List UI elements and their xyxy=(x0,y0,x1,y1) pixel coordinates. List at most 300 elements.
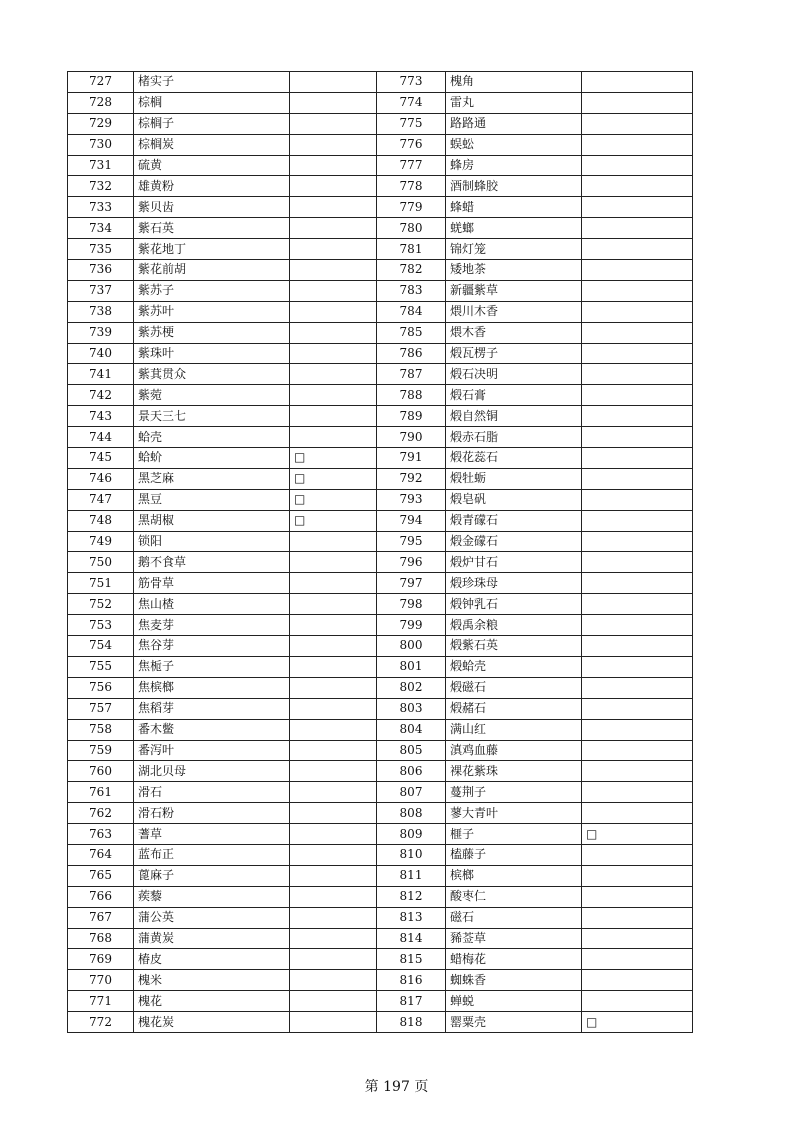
left-number-cell: 760 xyxy=(68,761,134,782)
right-mark-cell xyxy=(582,991,693,1012)
right-name-cell: 煅自然铜 xyxy=(446,406,582,427)
table-row xyxy=(68,615,693,636)
right-mark-cell xyxy=(582,698,693,719)
left-number-cell: 743 xyxy=(68,406,134,427)
left-name-cell: 槐花炭 xyxy=(134,1012,290,1033)
table-row xyxy=(68,719,693,740)
right-name-cell: 煅金礞石 xyxy=(446,531,582,552)
right-name-cell: 槐角 xyxy=(446,72,582,93)
right-mark-cell xyxy=(582,803,693,824)
right-mark-cell xyxy=(582,239,693,260)
left-number-cell: 748 xyxy=(68,510,134,531)
left-mark-cell xyxy=(290,573,377,594)
table-row xyxy=(68,991,693,1012)
right-name-cell: 酒制蜂胶 xyxy=(446,176,582,197)
table-row xyxy=(68,698,693,719)
left-number-cell: 762 xyxy=(68,803,134,824)
right-name-cell: 酸枣仁 xyxy=(446,886,582,907)
left-mark-cell xyxy=(290,636,377,657)
table-row xyxy=(68,448,693,469)
left-number-cell: 730 xyxy=(68,134,134,155)
left-number-cell: 759 xyxy=(68,740,134,761)
right-number-cell: 814 xyxy=(377,928,446,949)
left-number-cell: 741 xyxy=(68,364,134,385)
left-name-cell: 紫珠叶 xyxy=(134,343,290,364)
right-number-cell: 773 xyxy=(377,72,446,93)
left-mark-cell xyxy=(290,928,377,949)
left-name-cell: 紫石英 xyxy=(134,218,290,239)
table-row xyxy=(68,218,693,239)
left-name-cell: 蓖麻子 xyxy=(134,865,290,886)
right-mark-cell xyxy=(582,343,693,364)
left-mark-cell: □ xyxy=(290,448,377,469)
left-name-cell: 焦山楂 xyxy=(134,594,290,615)
left-name-cell: 紫花地丁 xyxy=(134,239,290,260)
right-name-cell: 煅紫石英 xyxy=(446,636,582,657)
left-name-cell: 棕榈子 xyxy=(134,113,290,134)
right-number-cell: 777 xyxy=(377,155,446,176)
table-row xyxy=(68,970,693,991)
left-mark-cell xyxy=(290,72,377,93)
left-name-cell: 硫黄 xyxy=(134,155,290,176)
left-mark-cell xyxy=(290,719,377,740)
left-name-cell: 滑石 xyxy=(134,782,290,803)
right-number-cell: 783 xyxy=(377,280,446,301)
right-name-cell: 路路通 xyxy=(446,113,582,134)
right-name-cell: 裸花紫珠 xyxy=(446,761,582,782)
left-mark-cell xyxy=(290,991,377,1012)
table-row xyxy=(68,72,693,93)
table-row xyxy=(68,364,693,385)
left-mark-cell xyxy=(290,406,377,427)
left-mark-cell xyxy=(290,803,377,824)
table-row xyxy=(68,280,693,301)
right-mark-cell xyxy=(582,260,693,281)
right-number-cell: 785 xyxy=(377,322,446,343)
left-name-cell: 黑豆 xyxy=(134,489,290,510)
left-name-cell: 棕榈炭 xyxy=(134,134,290,155)
right-number-cell: 792 xyxy=(377,468,446,489)
right-number-cell: 796 xyxy=(377,552,446,573)
right-name-cell: 矮地茶 xyxy=(446,260,582,281)
left-number-cell: 772 xyxy=(68,1012,134,1033)
right-number-cell: 793 xyxy=(377,489,446,510)
left-mark-cell xyxy=(290,949,377,970)
table-row xyxy=(68,197,693,218)
left-mark-cell xyxy=(290,677,377,698)
left-number-cell: 765 xyxy=(68,865,134,886)
left-name-cell: 焦麦芽 xyxy=(134,615,290,636)
right-number-cell: 804 xyxy=(377,719,446,740)
left-mark-cell xyxy=(290,301,377,322)
right-name-cell: 煅赭石 xyxy=(446,698,582,719)
left-number-cell: 769 xyxy=(68,949,134,970)
right-mark-cell xyxy=(582,865,693,886)
left-mark-cell xyxy=(290,155,377,176)
left-name-cell: 蒲黄炭 xyxy=(134,928,290,949)
left-number-cell: 766 xyxy=(68,886,134,907)
right-mark-cell xyxy=(582,280,693,301)
left-number-cell: 749 xyxy=(68,531,134,552)
right-mark-cell xyxy=(582,761,693,782)
left-number-cell: 747 xyxy=(68,489,134,510)
table-row xyxy=(68,782,693,803)
left-name-cell: 槐花 xyxy=(134,991,290,1012)
right-number-cell: 811 xyxy=(377,865,446,886)
left-mark-cell xyxy=(290,824,377,845)
left-number-cell: 756 xyxy=(68,677,134,698)
right-number-cell: 775 xyxy=(377,113,446,134)
left-mark-cell xyxy=(290,134,377,155)
right-mark-cell xyxy=(582,531,693,552)
table-row xyxy=(68,636,693,657)
right-number-cell: 797 xyxy=(377,573,446,594)
left-name-cell: 紫苏梗 xyxy=(134,322,290,343)
left-mark-cell xyxy=(290,782,377,803)
right-name-cell: 煅皂矾 xyxy=(446,489,582,510)
right-number-cell: 810 xyxy=(377,844,446,865)
right-name-cell: 煅蛤壳 xyxy=(446,656,582,677)
left-mark-cell xyxy=(290,615,377,636)
right-name-cell: 蜘蛛香 xyxy=(446,970,582,991)
left-mark-cell xyxy=(290,218,377,239)
right-number-cell: 784 xyxy=(377,301,446,322)
table-row xyxy=(68,677,693,698)
left-number-cell: 732 xyxy=(68,176,134,197)
left-name-cell: 蓝布正 xyxy=(134,844,290,865)
right-mark-cell xyxy=(582,427,693,448)
table-row xyxy=(68,886,693,907)
right-mark-cell: □ xyxy=(582,824,693,845)
left-name-cell: 焦栀子 xyxy=(134,656,290,677)
right-name-cell: 罂粟壳 xyxy=(446,1012,582,1033)
left-name-cell: 焦槟榔 xyxy=(134,677,290,698)
left-name-cell: 湖北贝母 xyxy=(134,761,290,782)
left-name-cell: 紫苏叶 xyxy=(134,301,290,322)
right-mark-cell xyxy=(582,907,693,928)
left-number-cell: 751 xyxy=(68,573,134,594)
left-number-cell: 764 xyxy=(68,844,134,865)
left-mark-cell xyxy=(290,260,377,281)
left-mark-cell xyxy=(290,531,377,552)
table-row xyxy=(68,260,693,281)
left-mark-cell xyxy=(290,740,377,761)
left-name-cell: 黑芝麻 xyxy=(134,468,290,489)
table-row xyxy=(68,406,693,427)
right-mark-cell xyxy=(582,677,693,698)
left-number-cell: 763 xyxy=(68,824,134,845)
left-name-cell: 鹅不食草 xyxy=(134,552,290,573)
left-name-cell: 紫贝齿 xyxy=(134,197,290,218)
right-number-cell: 780 xyxy=(377,218,446,239)
left-number-cell: 755 xyxy=(68,656,134,677)
right-number-cell: 815 xyxy=(377,949,446,970)
right-number-cell: 801 xyxy=(377,656,446,677)
left-mark-cell xyxy=(290,176,377,197)
left-name-cell: 焦谷芽 xyxy=(134,636,290,657)
table-row xyxy=(68,322,693,343)
left-number-cell: 745 xyxy=(68,448,134,469)
left-name-cell: 紫苏子 xyxy=(134,280,290,301)
right-name-cell: 雷丸 xyxy=(446,92,582,113)
right-mark-cell xyxy=(582,573,693,594)
table-row xyxy=(68,928,693,949)
right-name-cell: 蔓荆子 xyxy=(446,782,582,803)
right-number-cell: 798 xyxy=(377,594,446,615)
table-row xyxy=(68,113,693,134)
left-name-cell: 椿皮 xyxy=(134,949,290,970)
right-name-cell: 槟榔 xyxy=(446,865,582,886)
left-mark-cell xyxy=(290,322,377,343)
right-number-cell: 812 xyxy=(377,886,446,907)
table-row xyxy=(68,427,693,448)
left-name-cell: 紫萁贯众 xyxy=(134,364,290,385)
right-mark-cell xyxy=(582,364,693,385)
left-mark-cell xyxy=(290,113,377,134)
left-mark-cell xyxy=(290,364,377,385)
table-row xyxy=(68,865,693,886)
right-number-cell: 816 xyxy=(377,970,446,991)
left-mark-cell xyxy=(290,1012,377,1033)
left-name-cell: 楮实子 xyxy=(134,72,290,93)
right-mark-cell xyxy=(582,782,693,803)
right-name-cell: 煅禹余粮 xyxy=(446,615,582,636)
right-name-cell: 煅珍珠母 xyxy=(446,573,582,594)
right-name-cell: 磁石 xyxy=(446,907,582,928)
left-number-cell: 728 xyxy=(68,92,134,113)
right-name-cell: 榼藤子 xyxy=(446,844,582,865)
right-mark-cell xyxy=(582,134,693,155)
right-name-cell: 蓼大青叶 xyxy=(446,803,582,824)
left-name-cell: 紫菀 xyxy=(134,385,290,406)
right-number-cell: 802 xyxy=(377,677,446,698)
right-number-cell: 779 xyxy=(377,197,446,218)
left-mark-cell xyxy=(290,698,377,719)
right-name-cell: 蜣螂 xyxy=(446,218,582,239)
right-name-cell: 榧子 xyxy=(446,824,582,845)
right-number-cell: 817 xyxy=(377,991,446,1012)
right-name-cell: 煨木香 xyxy=(446,322,582,343)
table-row xyxy=(68,552,693,573)
table-row xyxy=(68,573,693,594)
table-row xyxy=(68,301,693,322)
left-name-cell: 景天三七 xyxy=(134,406,290,427)
left-number-cell: 734 xyxy=(68,218,134,239)
left-name-cell: 番木鳖 xyxy=(134,719,290,740)
right-mark-cell xyxy=(582,218,693,239)
right-mark-cell xyxy=(582,176,693,197)
table-row xyxy=(68,594,693,615)
right-name-cell: 煅钟乳石 xyxy=(446,594,582,615)
page-suffix: 页 xyxy=(414,1079,429,1095)
right-name-cell: 煅磁石 xyxy=(446,677,582,698)
right-number-cell: 800 xyxy=(377,636,446,657)
left-mark-cell xyxy=(290,92,377,113)
left-number-cell: 736 xyxy=(68,260,134,281)
right-number-cell: 803 xyxy=(377,698,446,719)
right-mark-cell xyxy=(582,949,693,970)
left-number-cell: 761 xyxy=(68,782,134,803)
right-name-cell: 蜈蚣 xyxy=(446,134,582,155)
right-name-cell: 煅炉甘石 xyxy=(446,552,582,573)
herb-list-body xyxy=(68,72,693,1033)
left-number-cell: 727 xyxy=(68,72,134,93)
table-row xyxy=(68,468,693,489)
left-name-cell: 滑石粉 xyxy=(134,803,290,824)
right-mark-cell xyxy=(582,322,693,343)
table-row xyxy=(68,844,693,865)
left-name-cell: 槐米 xyxy=(134,970,290,991)
left-number-cell: 740 xyxy=(68,343,134,364)
table-row xyxy=(68,531,693,552)
right-number-cell: 787 xyxy=(377,364,446,385)
table-row xyxy=(68,176,693,197)
right-name-cell: 蜂蜡 xyxy=(446,197,582,218)
table-row xyxy=(68,761,693,782)
left-mark-cell xyxy=(290,427,377,448)
right-number-cell: 809 xyxy=(377,824,446,845)
left-name-cell: 紫花前胡 xyxy=(134,260,290,281)
left-name-cell: 焦稻芽 xyxy=(134,698,290,719)
right-mark-cell xyxy=(582,844,693,865)
right-name-cell: 蜡梅花 xyxy=(446,949,582,970)
right-mark-cell xyxy=(582,468,693,489)
left-mark-cell xyxy=(290,761,377,782)
left-number-cell: 729 xyxy=(68,113,134,134)
table-row xyxy=(68,155,693,176)
left-number-cell: 735 xyxy=(68,239,134,260)
right-name-cell: 煅青礞石 xyxy=(446,510,582,531)
page-number: 197 xyxy=(383,1079,410,1095)
left-mark-cell xyxy=(290,552,377,573)
left-name-cell: 蒺藜 xyxy=(134,886,290,907)
right-mark-cell xyxy=(582,656,693,677)
right-name-cell: 滇鸡血藤 xyxy=(446,740,582,761)
left-number-cell: 752 xyxy=(68,594,134,615)
right-number-cell: 788 xyxy=(377,385,446,406)
right-mark-cell xyxy=(582,155,693,176)
left-mark-cell xyxy=(290,197,377,218)
right-name-cell: 煅牡蛎 xyxy=(446,468,582,489)
left-mark-cell: □ xyxy=(290,510,377,531)
table-row xyxy=(68,385,693,406)
right-mark-cell xyxy=(582,970,693,991)
right-mark-cell xyxy=(582,406,693,427)
table-row xyxy=(68,740,693,761)
right-mark-cell: □ xyxy=(582,1012,693,1033)
right-name-cell: 煅花蕊石 xyxy=(446,448,582,469)
right-number-cell: 790 xyxy=(377,427,446,448)
right-mark-cell xyxy=(582,615,693,636)
page-footer xyxy=(0,1076,793,1096)
right-number-cell: 818 xyxy=(377,1012,446,1033)
left-number-cell: 770 xyxy=(68,970,134,991)
left-name-cell: 筋骨草 xyxy=(134,573,290,594)
herb-list-table xyxy=(67,71,693,1033)
table-row xyxy=(68,1012,693,1033)
table-row xyxy=(68,239,693,260)
right-number-cell: 807 xyxy=(377,782,446,803)
table-row xyxy=(68,92,693,113)
left-number-cell: 757 xyxy=(68,698,134,719)
table-row xyxy=(68,907,693,928)
left-number-cell: 758 xyxy=(68,719,134,740)
left-name-cell: 蓍草 xyxy=(134,824,290,845)
left-number-cell: 746 xyxy=(68,468,134,489)
left-number-cell: 750 xyxy=(68,552,134,573)
right-mark-cell xyxy=(582,740,693,761)
right-name-cell: 煅赤石脂 xyxy=(446,427,582,448)
left-mark-cell xyxy=(290,280,377,301)
right-mark-cell xyxy=(582,197,693,218)
right-mark-cell xyxy=(582,301,693,322)
right-mark-cell xyxy=(582,385,693,406)
right-number-cell: 813 xyxy=(377,907,446,928)
left-name-cell: 蛤蚧 xyxy=(134,448,290,469)
left-number-cell: 744 xyxy=(68,427,134,448)
left-number-cell: 753 xyxy=(68,615,134,636)
right-number-cell: 791 xyxy=(377,448,446,469)
right-mark-cell xyxy=(582,636,693,657)
left-number-cell: 737 xyxy=(68,280,134,301)
right-name-cell: 蝉蜕 xyxy=(446,991,582,1012)
table-row xyxy=(68,134,693,155)
right-mark-cell xyxy=(582,113,693,134)
table-row xyxy=(68,949,693,970)
right-number-cell: 806 xyxy=(377,761,446,782)
right-mark-cell xyxy=(582,552,693,573)
left-mark-cell: □ xyxy=(290,468,377,489)
right-number-cell: 808 xyxy=(377,803,446,824)
left-mark-cell xyxy=(290,239,377,260)
left-number-cell: 754 xyxy=(68,636,134,657)
right-number-cell: 805 xyxy=(377,740,446,761)
right-mark-cell xyxy=(582,489,693,510)
table-row xyxy=(68,510,693,531)
right-number-cell: 795 xyxy=(377,531,446,552)
left-mark-cell: □ xyxy=(290,489,377,510)
table-row xyxy=(68,656,693,677)
right-name-cell: 锦灯笼 xyxy=(446,239,582,260)
table-row xyxy=(68,343,693,364)
left-name-cell: 棕榈 xyxy=(134,92,290,113)
right-name-cell: 新疆紫草 xyxy=(446,280,582,301)
left-number-cell: 771 xyxy=(68,991,134,1012)
right-number-cell: 778 xyxy=(377,176,446,197)
left-name-cell: 蒲公英 xyxy=(134,907,290,928)
right-mark-cell xyxy=(582,72,693,93)
left-number-cell: 731 xyxy=(68,155,134,176)
left-mark-cell xyxy=(290,907,377,928)
right-number-cell: 776 xyxy=(377,134,446,155)
right-name-cell: 满山红 xyxy=(446,719,582,740)
left-mark-cell xyxy=(290,865,377,886)
left-mark-cell xyxy=(290,844,377,865)
left-number-cell: 767 xyxy=(68,907,134,928)
left-number-cell: 738 xyxy=(68,301,134,322)
right-number-cell: 774 xyxy=(377,92,446,113)
right-name-cell: 煨川木香 xyxy=(446,301,582,322)
right-mark-cell xyxy=(582,510,693,531)
right-number-cell: 782 xyxy=(377,260,446,281)
left-mark-cell xyxy=(290,656,377,677)
right-name-cell: 煅瓦楞子 xyxy=(446,343,582,364)
left-number-cell: 742 xyxy=(68,385,134,406)
left-number-cell: 739 xyxy=(68,322,134,343)
left-mark-cell xyxy=(290,970,377,991)
right-number-cell: 789 xyxy=(377,406,446,427)
table-row xyxy=(68,824,693,845)
